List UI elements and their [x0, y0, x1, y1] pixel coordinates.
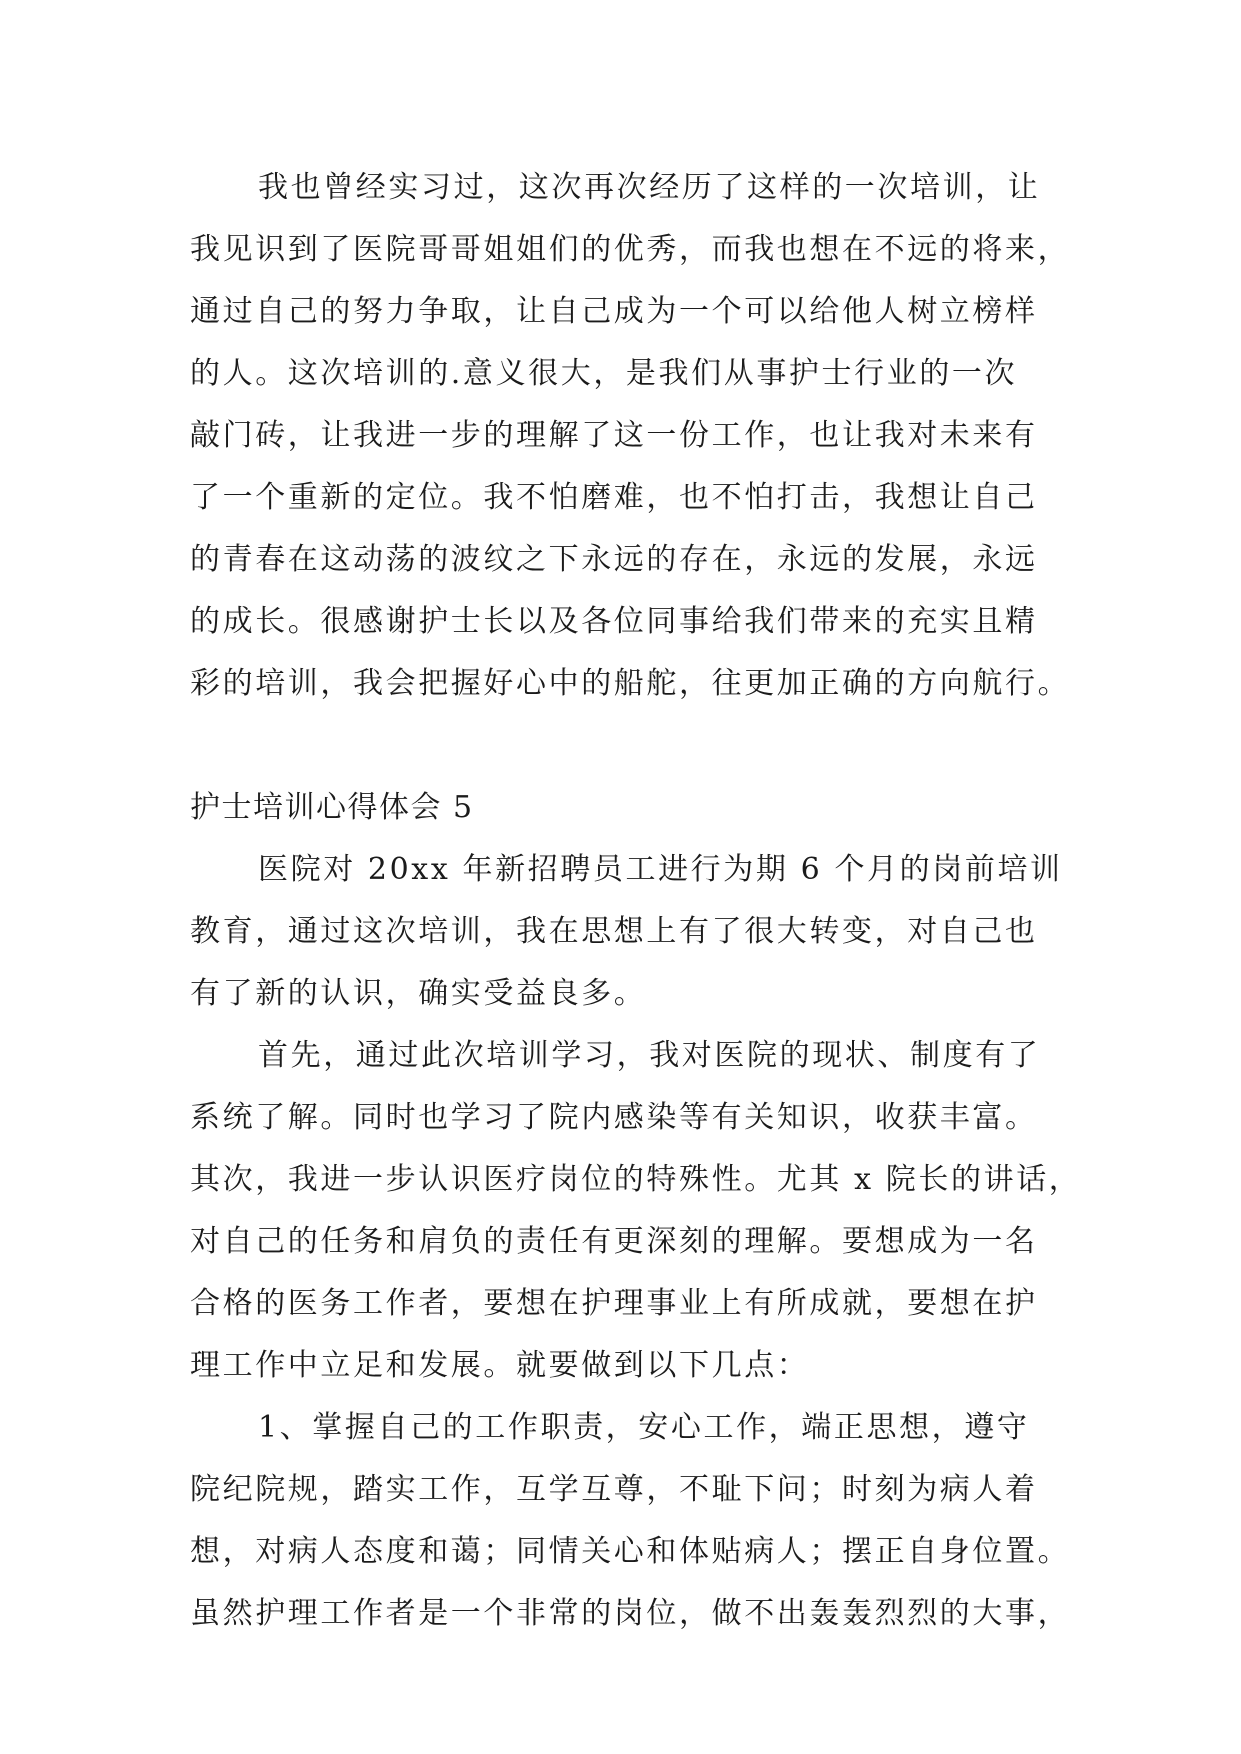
paragraph-line: 对自己的任务和肩负的责任有更深刻的理解。要想成为一名: [190, 1224, 1038, 1259]
section-heading: 护士培训心得体会 5: [190, 790, 474, 825]
paragraph-line: 其次，我进一步认识医疗岗位的特殊性。尤其 x 院长的讲话，: [190, 1162, 1082, 1197]
document-body: [190, 157, 1110, 1645]
paragraph-line: 的青春在这动荡的波纹之下永远的存在，永远的发展，永远: [190, 542, 1038, 577]
paragraph-line: 院纪院规，踏实工作，互学互尊，不耻下问；时刻为病人着: [190, 1472, 1038, 1507]
paragraph-line: 我见识到了医院哥哥姐姐们的优秀，而我也想在不远的将来，: [190, 232, 1071, 267]
paragraph-line: 通过自己的努力争取，让自己成为一个可以给他人树立榜样: [190, 294, 1038, 329]
paragraph-line: 1、掌握自己的工作职责，安心工作，端正思想，遵守: [258, 1410, 1030, 1445]
paragraph-line: 我也曾经实习过，这次再次经历了这样的一次培训，让: [258, 170, 1041, 205]
paragraph-line: 医院对 20xx 年新招聘员工进行为期 6 个月的岗前培训: [258, 852, 1063, 887]
paragraph-line: 想，对病人态度和蔼；同情关心和体贴病人；摆正自身位置。: [190, 1534, 1071, 1569]
paragraph-line: 的成长。很感谢护士长以及各位同事给我们带来的充实且精: [190, 604, 1038, 639]
paragraph-line: 了一个重新的定位。我不怕磨难，也不怕打击，我想让自己: [190, 480, 1038, 515]
paragraph-line: 理工作中立足和发展。就要做到以下几点：: [190, 1348, 810, 1383]
paragraph-line: 系统了解。同时也学习了院内感染等有关知识，收获丰富。: [190, 1100, 1038, 1135]
paragraph-line: 的人。这次培训的.意义很大，是我们从事护士行业的一次: [190, 356, 1018, 391]
paragraph-line: 敲门砖，让我进一步的理解了这一份工作，也让我对未来有: [190, 418, 1038, 453]
paragraph-line: 首先，通过此次培训学习，我对医院的现状、制度有了: [258, 1038, 1041, 1073]
section-gap: [190, 715, 1110, 777]
paragraph-line: 虽然护理工作者是一个非常的岗位，做不出轰轰烈烈的大事，: [190, 1596, 1071, 1631]
paragraph-line: 教育，通过这次培训，我在思想上有了很大转变，对自己也: [190, 914, 1038, 949]
paragraph-line: 彩的培训，我会把握好心中的船舵，往更加正确的方向航行。: [190, 666, 1071, 701]
paragraph-line: 有了新的认识，确实受益良多。: [190, 976, 647, 1011]
paragraph-line: 合格的医务工作者，要想在护理事业上有所成就，要想在护: [190, 1286, 1038, 1321]
